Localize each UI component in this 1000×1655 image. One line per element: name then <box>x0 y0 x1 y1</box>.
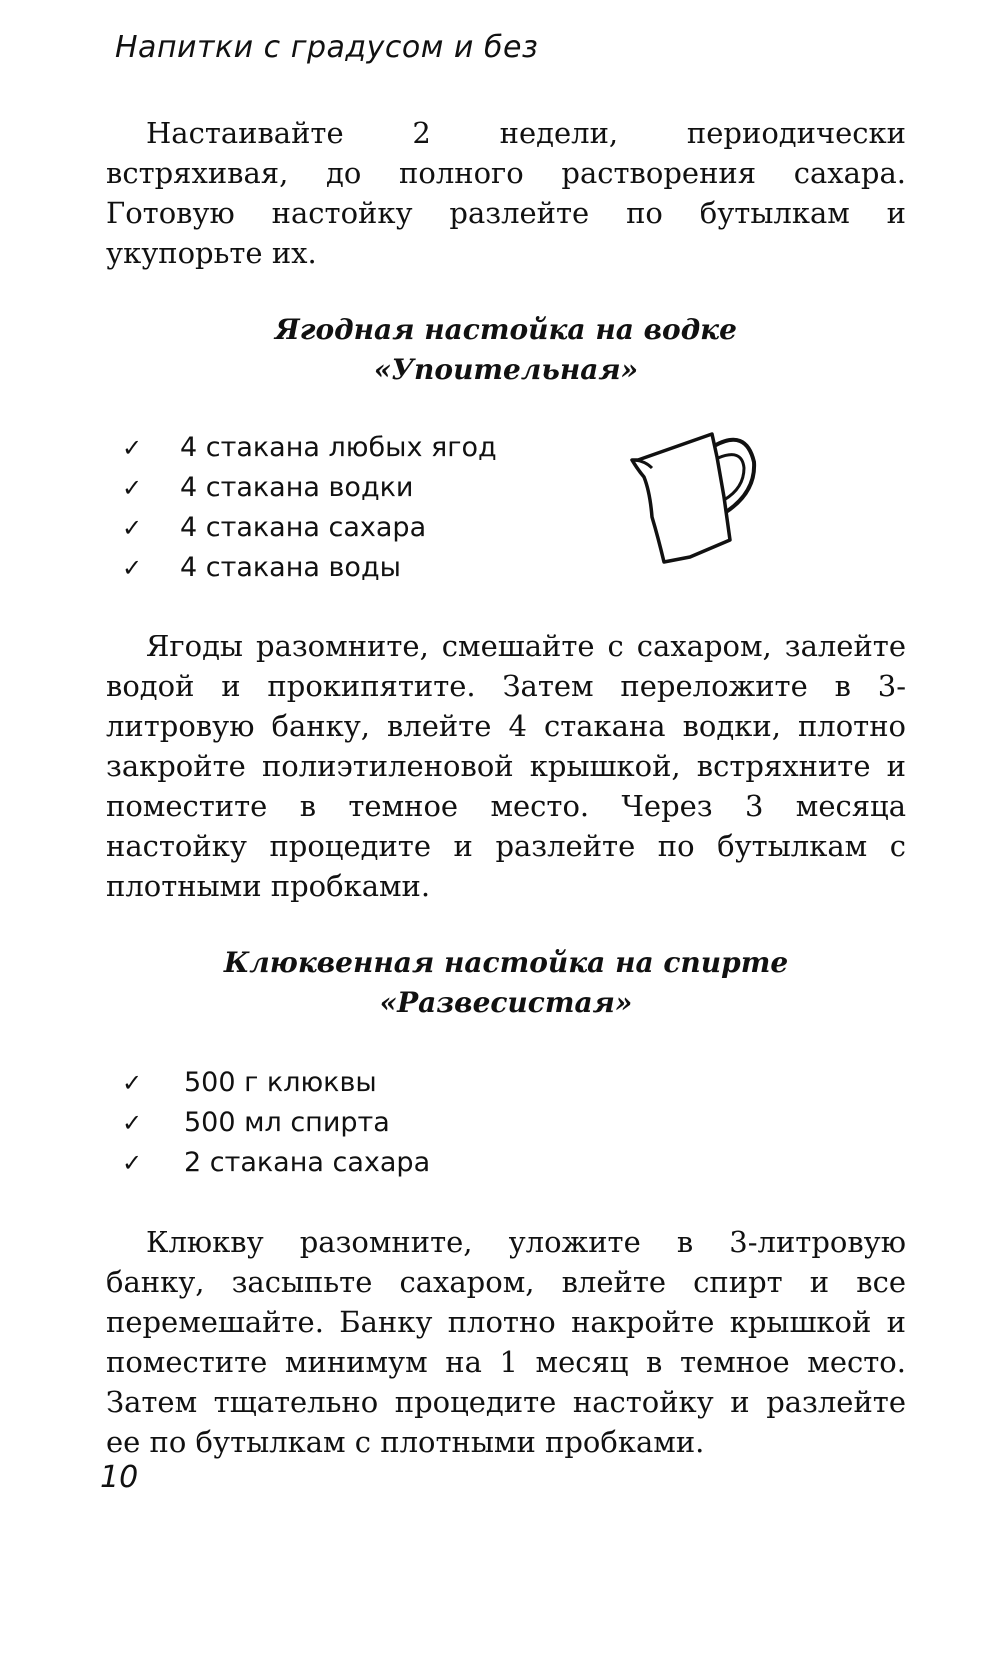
ingredient-item <box>122 548 497 588</box>
checkmark-icon: ✓ <box>122 1149 143 1177</box>
ingredient-text: 4 стакана сахара <box>180 512 427 543</box>
recipe2-method: Клюкву разомните, уложите в 3-литровую банку, засыпьте сахаром, влейте спирт и все перемешайте. Банку плотно накройте крышкой и поместите минимум на 1 месяц в темное место. Затем тщательно процедите настойку и разлейте ее по бутылкам с плотными пробками. <box>106 1225 906 1459</box>
checkmark-icon: ✓ <box>122 554 143 582</box>
recipe1-ingredient-list <box>122 428 497 588</box>
ingredient-item <box>122 1143 430 1183</box>
jug-icon <box>620 422 760 572</box>
recipe2-ingredient-list <box>122 1063 430 1183</box>
checkmark-icon: ✓ <box>122 514 143 542</box>
ingredient-item <box>122 1103 430 1143</box>
ingredient-text: 2 стакана сахара <box>184 1147 431 1178</box>
ingredient-text: 500 мл спирта <box>184 1107 390 1138</box>
ingredient-item <box>122 508 497 548</box>
recipe1-title-line1: Ягодная настойка на водке <box>275 313 737 346</box>
ingredient-item <box>122 468 497 508</box>
ingredient-text: 4 стакана воды <box>180 552 401 583</box>
intro-paragraph: Настаивайте 2 недели, периодически встряхивая, до полного растворения сахара. Готовую настойку разлейте по бутылкам и укупорьте их. <box>106 116 906 270</box>
ingredient-text: 4 стакана водки <box>180 472 414 503</box>
recipe2-title-line2: «Развесистая» <box>379 986 633 1019</box>
ingredient-text: 500 г клюквы <box>184 1067 377 1098</box>
recipe2-title <box>106 943 906 1023</box>
page-number: 10 <box>100 1460 139 1495</box>
checkmark-icon: ✓ <box>122 1109 143 1137</box>
checkmark-icon: ✓ <box>122 434 143 462</box>
checkmark-icon: ✓ <box>122 474 143 502</box>
ingredient-text: 4 стакана любых ягод <box>180 432 497 463</box>
recipe1-title-line2: «Упоительная» <box>373 353 639 386</box>
recipe1-method: Ягоды разомните, смешайте с сахаром, залейте водой и прокипятите. Затем переложите в 3-литровую банку, влейте 4 стакана водки, плотно закройте полиэтиленовой крышкой, встряхните и поместите в темное место. Через 3 месяца настойку процедите и разлейте по бутылкам с плотными пробками. <box>106 629 906 903</box>
recipe2-title-line1: Клюквенная настойка на спирте <box>223 946 789 979</box>
recipe1-title <box>106 310 906 390</box>
checkmark-icon: ✓ <box>122 1069 143 1097</box>
ingredient-item <box>122 1063 430 1103</box>
running-head: Напитки с градусом и без <box>115 30 539 65</box>
ingredient-item <box>122 428 497 468</box>
